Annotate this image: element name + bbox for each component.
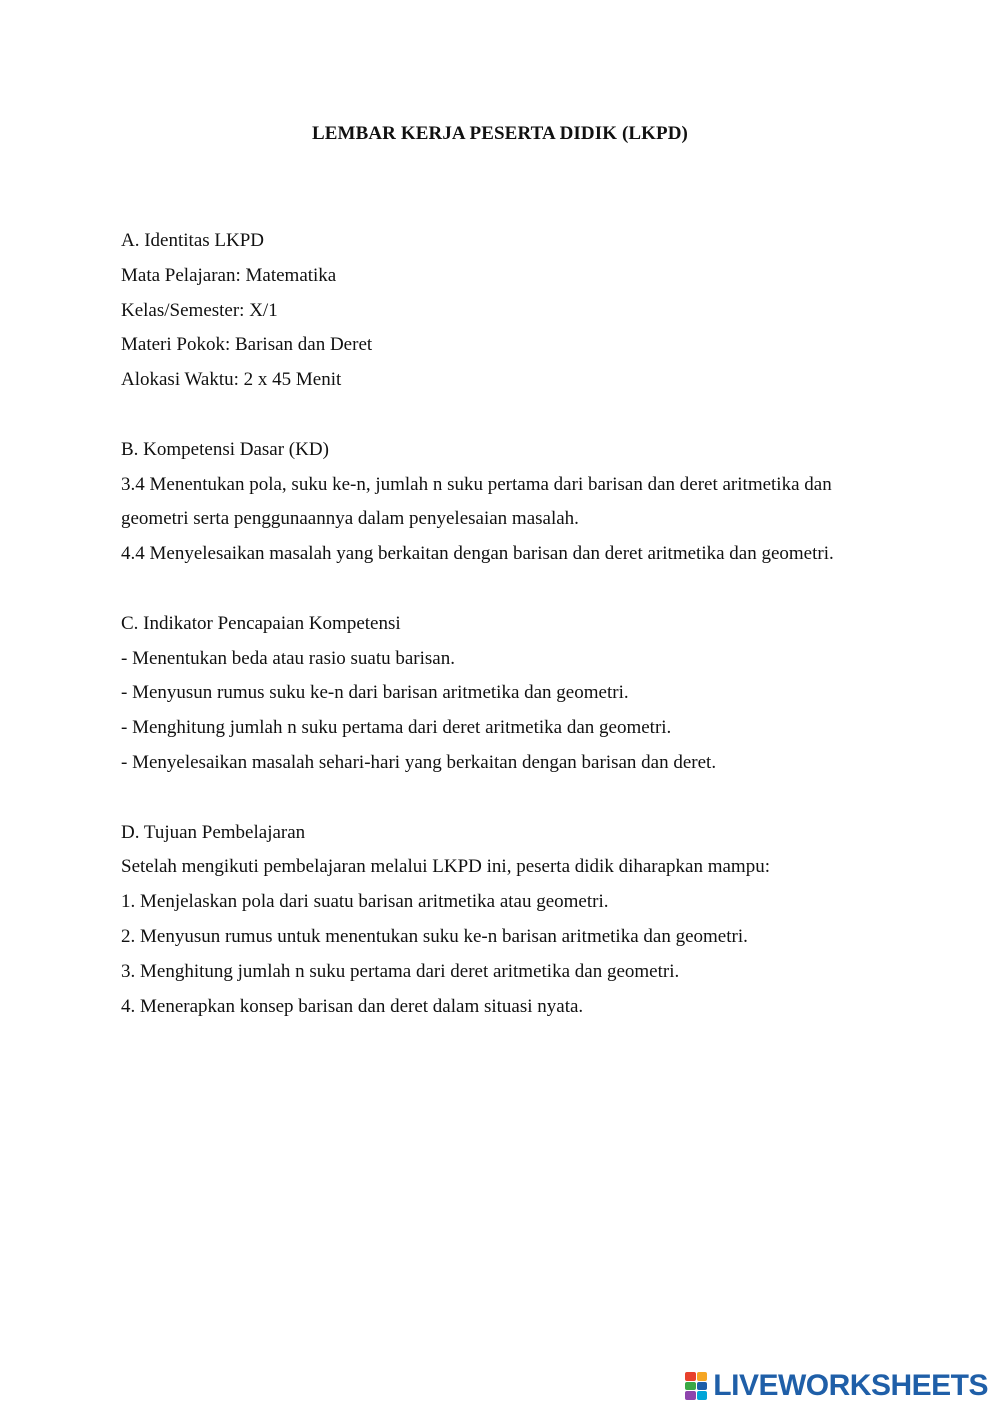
- logo-block: [685, 1382, 696, 1391]
- list-item: - Menyelesaikan masalah sehari-hari yang berkaitan dengan barisan dan deret.: [121, 751, 717, 773]
- list-item: 4. Menerapkan konsep barisan dan deret dalam situasi nyata.: [121, 995, 584, 1017]
- list-item: 2. Menyusun rumus untuk menentukan suku ke-n barisan aritmetika dan geometri.: [121, 925, 748, 947]
- text-line: 4.4 Menyelesaikan masalah yang berkaitan dengan barisan dan deret aritmetika dan geometri.: [121, 543, 834, 565]
- liveworksheets-logo-icon: [685, 1372, 707, 1400]
- section-heading: A. Identitas LKPD: [121, 230, 265, 251]
- text-line: geometri serta penggunaannya dalam penyelesaian masalah.: [121, 508, 579, 530]
- section-indikator: [121, 607, 901, 781]
- list-item: - Menyusun rumus suku ke-n dari barisan aritmetika dan geometri.: [121, 682, 629, 704]
- section-tujuan: [121, 816, 901, 1025]
- logo-block: [685, 1372, 696, 1381]
- section-heading: D. Tujuan Pembelajaran: [121, 821, 306, 843]
- list-item: 3. Menghitung jumlah n suku pertama dari deret aritmetika dan geometri.: [121, 960, 680, 982]
- document-body: [121, 224, 901, 1059]
- liveworksheets-logo-text: LIVEWORKSHEETS: [713, 1369, 988, 1402]
- text-line: Materi Pokok: Barisan dan Deret: [121, 334, 373, 356]
- section-identitas: [121, 224, 901, 398]
- section-kompetensi-dasar: [121, 433, 901, 572]
- list-item: 1. Menjelaskan pola dari suatu barisan aritmetika atau geometri.: [121, 891, 609, 913]
- text-line: 3.4 Menentukan pola, suku ke-n, jumlah n suku pertama dari barisan dan deret aritmetika dan: [121, 473, 832, 495]
- text-line: Kelas/Semester: X/1: [121, 299, 278, 321]
- list-item: - Menentukan beda atau rasio suatu barisan.: [121, 647, 455, 669]
- logo-block: [685, 1391, 696, 1400]
- logo-block: [697, 1391, 708, 1400]
- logo-block: [697, 1372, 708, 1381]
- logo-block: [697, 1382, 708, 1391]
- list-item: - Menghitung jumlah n suku pertama dari deret aritmetika dan geometri.: [121, 717, 672, 739]
- section-heading: C. Indikator Pencapaian Kompetensi: [121, 612, 401, 634]
- section-heading: B. Kompetensi Dasar (KD): [121, 438, 329, 460]
- liveworksheets-logo[interactable]: [685, 1366, 988, 1406]
- text-line: Setelah mengikuti pembelajaran melalui LKPD ini, peserta didik diharapkan mampu:: [121, 856, 770, 878]
- text-line: Mata Pelajaran: Matematika: [121, 264, 337, 286]
- page-title: LEMBAR KERJA PESERTA DIDIK (LKPD): [312, 123, 688, 144]
- text-line: Alokasi Waktu: 2 x 45 Menit: [121, 369, 342, 391]
